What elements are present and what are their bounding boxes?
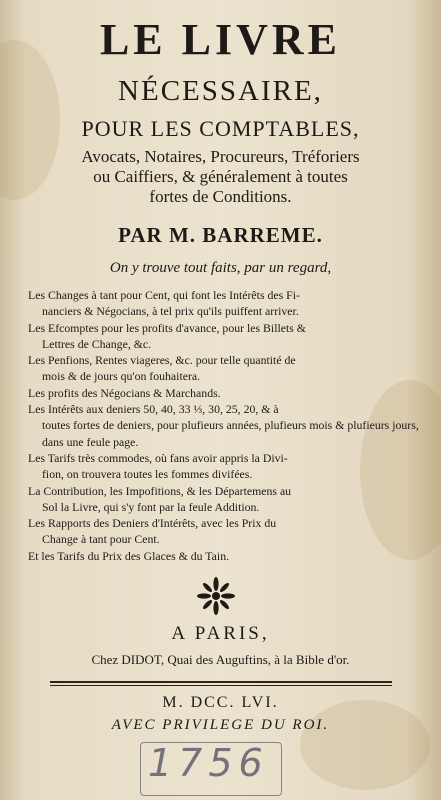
list-item [28,320,420,353]
subtitle-line-2: Avocats, Notaires, Procureurs, Tréforiers [81,147,360,166]
title-line-1: LE LIVRE [99,15,342,64]
subtitle-line-3: ou Caiffiers, & généralement à toutes [93,167,348,186]
list-item [28,483,420,516]
divider-rule [50,685,392,686]
intro-line: On y trouve tout faits, par un regard, [109,260,332,276]
entry-continuation: Sol la Livre, qui s'y font par la feule Addition. [42,499,260,514]
entry-continuation: fion, on trouvera toutes les fommes divifées. [42,467,253,482]
imprint-year: M. DCC. LVI. [162,694,279,711]
entry-first-line: Les Tarifs très commodes, où fans avoir appris la Divi- [28,450,288,465]
list-item [28,450,420,483]
handwritten-year: 1756 [148,741,269,785]
imprint-printer: Chez DIDOT, Quai des Auguftins, à la Bible d'or. [91,652,350,667]
entry-first-line: Les Rapports des Deniers d'Intérêts, avec les Prix du [28,516,277,531]
imprint-privilege: AVEC PRIVILEGE DU ROI. [111,717,330,733]
imprint-city: A PARIS, [171,623,270,644]
entry-continuation: Change à tant pour Cent. [42,532,160,547]
subtitle-line-1: POUR LES COMPTABLES, [81,116,360,141]
entry-first-line: Les Intérêts aux deniers 50, 40, 33 ⅓, 30, 25, 20, & à [28,402,279,417]
entry-continuation: nanciers & Négocians, à tel prix qu'ils puiffent arriver. [42,304,299,319]
list-item [28,548,420,564]
author-line: PAR M. BARREME. [118,223,323,247]
entry-continuation: Lettres de Change, &c. [42,336,152,351]
title-line-2: NÉCESSAIRE, [118,75,323,107]
entry-first-line: Les Efcomptes pour les profits d'avance, pour les Billets & [28,320,306,335]
list-item [28,385,420,401]
entry-continuation: mois & de jours qu'on fouhaitera. [42,369,201,384]
list-item [28,515,420,548]
list-item [28,401,420,450]
entry-continuation: toutes fortes de deniers, pour plufieurs années, plufieurs mois & plufieurs jours, dans une feule page. [42,418,419,449]
fleuron-ornament-icon [195,575,237,617]
subtitle-line-4: fortes de Conditions. [149,187,292,206]
list-item [28,352,420,385]
list-item [28,287,420,320]
entry-first-line: Les profits des Négocians & Marchands. [28,385,221,400]
entry-first-line: La Contribution, les Impofitions, & les Départemens au [28,483,292,498]
paper-stain [300,700,430,790]
entry-first-line: Les Changes à tant pour Cent, qui font les Intérêts des Fi- [28,288,300,302]
contents-list [28,287,420,564]
entry-first-line: Et les Tarifs du Prix des Glaces & du Tain. [28,548,230,563]
divider-rule [50,681,392,683]
entry-first-line: Les Penfions, Rentes viageres, &c. pour telle quantité de [28,353,296,368]
